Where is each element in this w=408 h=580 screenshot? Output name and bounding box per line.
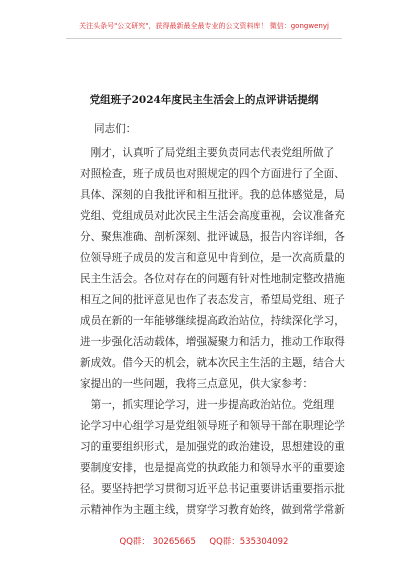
body-line: 示精神作为主题主线，贯穿学习教育始终，做到常学常新 [80, 504, 345, 516]
body-line: 成员在新的一年能够继续提高政治站位，持续深化学习， [80, 315, 345, 327]
body-line: 家提出的一些问题，我将三点意见，供大家参考： [80, 378, 314, 390]
body-line: 径。要坚持把学习贯彻习近平总书记重要讲话重要指示批 [80, 483, 345, 495]
document-body [80, 143, 370, 521]
document-title: 党组班子2024年度民主生活会上的点评讲话提纲 [89, 94, 319, 106]
body-line: 相互之间的批评意见也作了表态发言，希望局党组、班子 [80, 294, 345, 306]
body-line: 要制度安排，也是提高党的执政能力和领导水平的重要途 [80, 462, 345, 474]
body-line: 具体、深刻的自我批评和相互批评。我的总体感觉是，局 [80, 189, 345, 201]
body-line: 进一步强化活动载体，增强凝聚力和活力，推动工作取得 [80, 336, 345, 348]
body-line: 民主生活会。各位对存在的问题有针对性地制定整改措施 [80, 273, 345, 285]
header-banner: 关注头条号"公文研究"，获得最新最全最专业的公文资料库！ 微信：gongwenyj [79, 22, 329, 30]
body-line: 位领导班子成员的发言和意见中肯到位，是一次高质量的 [80, 252, 345, 264]
body-line: 新成效。借今天的机会，就本次民主生活的主题，结合大 [80, 357, 345, 369]
body-line: 论学习中心组学习是党组领导班子和领导干部在职理论学 [80, 420, 345, 432]
body-line: 对照检查，班子成员也对照规定的四个方面进行了全面、 [80, 168, 345, 180]
body-line: 第一，抓实理论学习，进一步提高政治站位。党组理 [80, 399, 335, 411]
body-line: 党组、党组成员对此次民主生活会高度重视，会议准备充 [80, 210, 345, 222]
header-divider [66, 38, 342, 39]
body-line: 刚才，认真听了局党组主要负责同志代表党组所做了 [80, 147, 335, 159]
body-line: 习的重要组织形式，是加强党的政治建设，思想建设的重 [80, 441, 345, 453]
body-line: 分、聚焦准确、剖析深刻、批评诚恳，报告内容详细，各 [80, 231, 345, 243]
salutation: 同志们： [94, 123, 137, 135]
footer-contact: QQ群： 30265665 QQ群：535304092 [119, 537, 289, 547]
